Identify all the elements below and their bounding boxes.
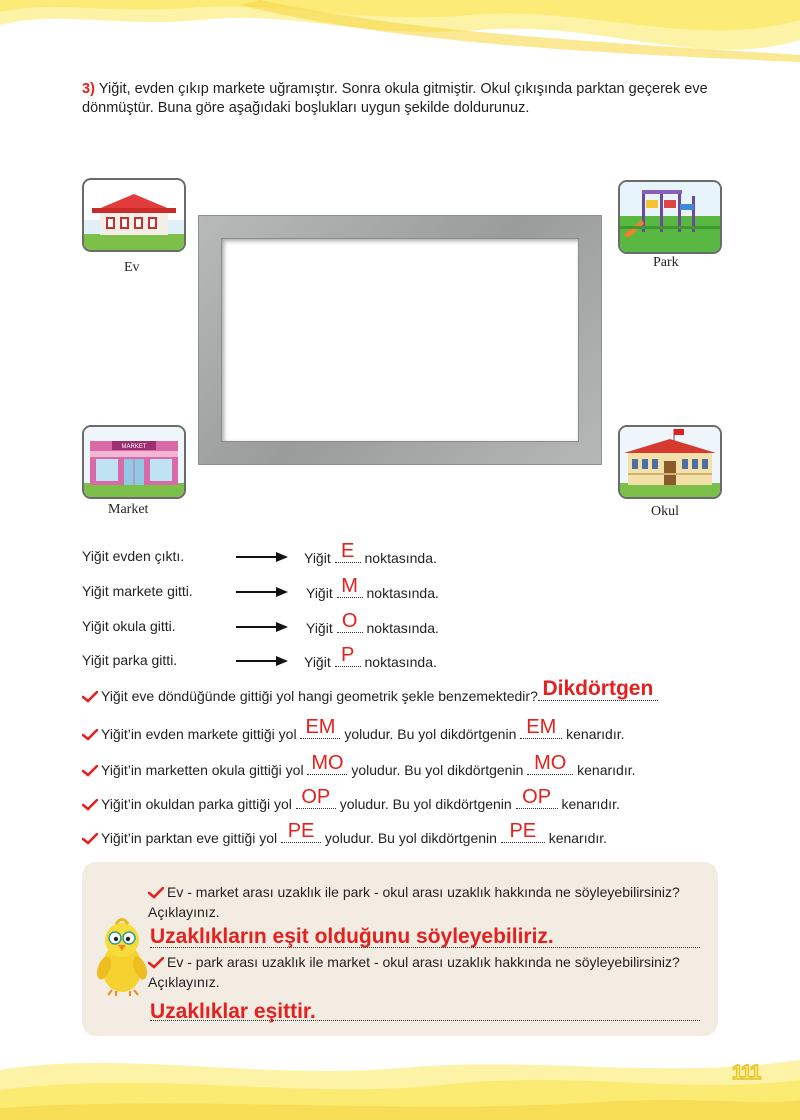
path-answer-2: OP: [522, 786, 552, 808]
path-text-1: Yiğit’in parktan eve gittiği yol: [101, 830, 278, 846]
step-suffix: noktasında.: [364, 550, 437, 566]
step-answer: O: [341, 610, 358, 632]
box-question-2-sub: Açıklayınız.: [148, 974, 220, 990]
step-result: [304, 644, 437, 670]
path-answer-1: EM: [305, 716, 336, 738]
arrow-right-icon: [236, 621, 288, 633]
path-answer-blank-1[interactable]: [296, 786, 336, 809]
box-answer-1: Uzaklıkların eşit olduğunu söyleyebiliriz.: [150, 925, 554, 948]
step-subject: Yiğit: [304, 654, 331, 670]
question-number: 3): [82, 81, 95, 97]
top-wave-decoration: [0, 0, 800, 80]
path-question-row: [82, 820, 608, 846]
path-question-row: [82, 786, 620, 812]
market-sign-text: MARKET: [121, 444, 147, 450]
step-answer-blank[interactable]: [337, 610, 363, 633]
step-description: Yiğit okula gitti.: [82, 618, 176, 634]
path-question-row: [82, 716, 625, 742]
path-answer-blank-1[interactable]: [281, 820, 321, 843]
question-text-block: [82, 80, 742, 118]
school-building-icon: [620, 427, 720, 497]
box-answer-2: Uzaklıklar eşittir.: [150, 1000, 316, 1023]
bottom-wave-decoration: [0, 1040, 800, 1120]
path-answer-1: PE: [287, 820, 315, 842]
box-question-1: [148, 884, 708, 900]
path-answer-blank-2[interactable]: [520, 716, 562, 739]
check-icon: [82, 691, 98, 703]
path-answer-1: MO: [311, 752, 344, 774]
house-icon: [84, 180, 184, 250]
path-answer-blank-2[interactable]: [516, 786, 558, 809]
ev-card: [82, 178, 186, 252]
shape-question-row: [82, 677, 658, 704]
path-answer-2: MO: [534, 752, 567, 774]
path-text-2: yoludur. Bu yol dikdörtgenin: [324, 830, 497, 846]
rectangle-frame: [198, 215, 602, 465]
path-answer-blank-1[interactable]: [300, 716, 340, 739]
check-icon: [82, 765, 98, 777]
path-text-2: yoludur. Bu yol dikdörtgenin: [351, 762, 524, 778]
step-description: Yiğit evden çıktı.: [82, 548, 185, 564]
path-text-3: kenarıdır.: [548, 830, 608, 846]
step-answer-blank[interactable]: [337, 575, 363, 598]
step-result: [306, 610, 439, 636]
step-subject: Yiğit: [304, 550, 331, 566]
box-question-1-sub: Açıklayınız.: [148, 904, 220, 920]
discussion-box: [82, 862, 718, 1036]
step-suffix: noktasında.: [366, 585, 439, 601]
arrow-right-icon: [236, 586, 288, 598]
step-answer: P: [340, 644, 355, 666]
path-answer-blank-2[interactable]: [501, 820, 545, 843]
okul-card: [618, 425, 722, 499]
box-answer-2-line[interactable]: [150, 1020, 700, 1021]
box-question-2: [148, 954, 708, 970]
path-answer-blank-2[interactable]: [527, 752, 573, 775]
check-icon: [82, 799, 98, 811]
path-text-3: kenarıdır.: [577, 762, 636, 778]
step-answer-blank[interactable]: [335, 540, 361, 563]
playground-icon: [620, 182, 720, 252]
path-text-2: yoludur. Bu yol dikdörtgenin: [344, 726, 517, 742]
step-description: Yiğit parka gitti.: [82, 652, 178, 668]
path-text-1: Yiğit’in evden markete gittiği yol: [101, 726, 297, 742]
okul-label: Okul: [651, 504, 679, 519]
step-answer-blank[interactable]: [335, 644, 361, 667]
step-result: [306, 575, 439, 601]
step-suffix: noktasında.: [364, 654, 437, 670]
step-answer: M: [341, 575, 358, 597]
path-answer-2: EM: [526, 716, 557, 738]
step-subject: Yiğit: [306, 585, 333, 601]
arrow-right-icon: [236, 655, 288, 667]
shape-answer: Dikdörtgen: [542, 677, 654, 700]
step-subject: Yiğit: [306, 620, 333, 636]
park-label: Park: [653, 255, 679, 270]
path-text-1: Yiğit’in okuldan parka gittiği yol: [101, 796, 292, 812]
box-question-1-text: Ev - market arası uzaklık ile park - okul arası uzaklık hakkında ne söyleyebilirsiniz?: [167, 884, 680, 900]
market-label: Market: [108, 502, 149, 517]
path-answer-1: OP: [301, 786, 331, 808]
step-description: Yiğit markete gitti.: [82, 583, 193, 599]
ev-label: Ev: [124, 260, 140, 275]
park-card: [618, 180, 722, 254]
path-text-1: Yiğit’in marketten okula gittiği yol: [101, 762, 304, 778]
check-icon: [148, 957, 164, 969]
path-text-3: kenarıdır.: [561, 796, 620, 812]
question-text: Yiğit, evden çıkıp markete uğramıştır. Sonra okula gitmiştir. Okul çıkışında parktan geçerek eve dönmüştür. Buna göre aşağıdaki boşlukları uygun şekilde doldurunuz.: [82, 81, 708, 116]
market-building-icon: [84, 427, 184, 497]
market-card: [82, 425, 186, 499]
step-result: [304, 540, 437, 566]
arrow-right-icon: [236, 551, 288, 563]
shape-question-text: Yiğit eve döndüğünde gittiği yol hangi geometrik şekle benzemektedir?: [101, 688, 538, 704]
path-text-2: yoludur. Bu yol dikdörtgenin: [339, 796, 512, 812]
rectangle-frame-inner: [221, 238, 579, 442]
path-question-row: [82, 752, 636, 778]
check-icon: [82, 729, 98, 741]
check-icon: [82, 833, 98, 845]
box-answer-1-line[interactable]: [150, 947, 700, 948]
chick-mascot: [94, 918, 150, 996]
page-number: 111: [732, 1062, 761, 1084]
step-answer: E: [340, 540, 355, 562]
check-icon: [148, 887, 164, 899]
path-answer-blank-1[interactable]: [307, 752, 347, 775]
step-suffix: noktasında.: [366, 620, 439, 636]
path-text-3: kenarıdır.: [566, 726, 625, 742]
box-question-2-text: Ev - park arası uzaklık ile market - okul arası uzaklık hakkında ne söyleyebilirsiniz?: [167, 954, 680, 970]
path-answer-2: PE: [509, 820, 537, 842]
shape-answer-blank[interactable]: [538, 677, 658, 701]
